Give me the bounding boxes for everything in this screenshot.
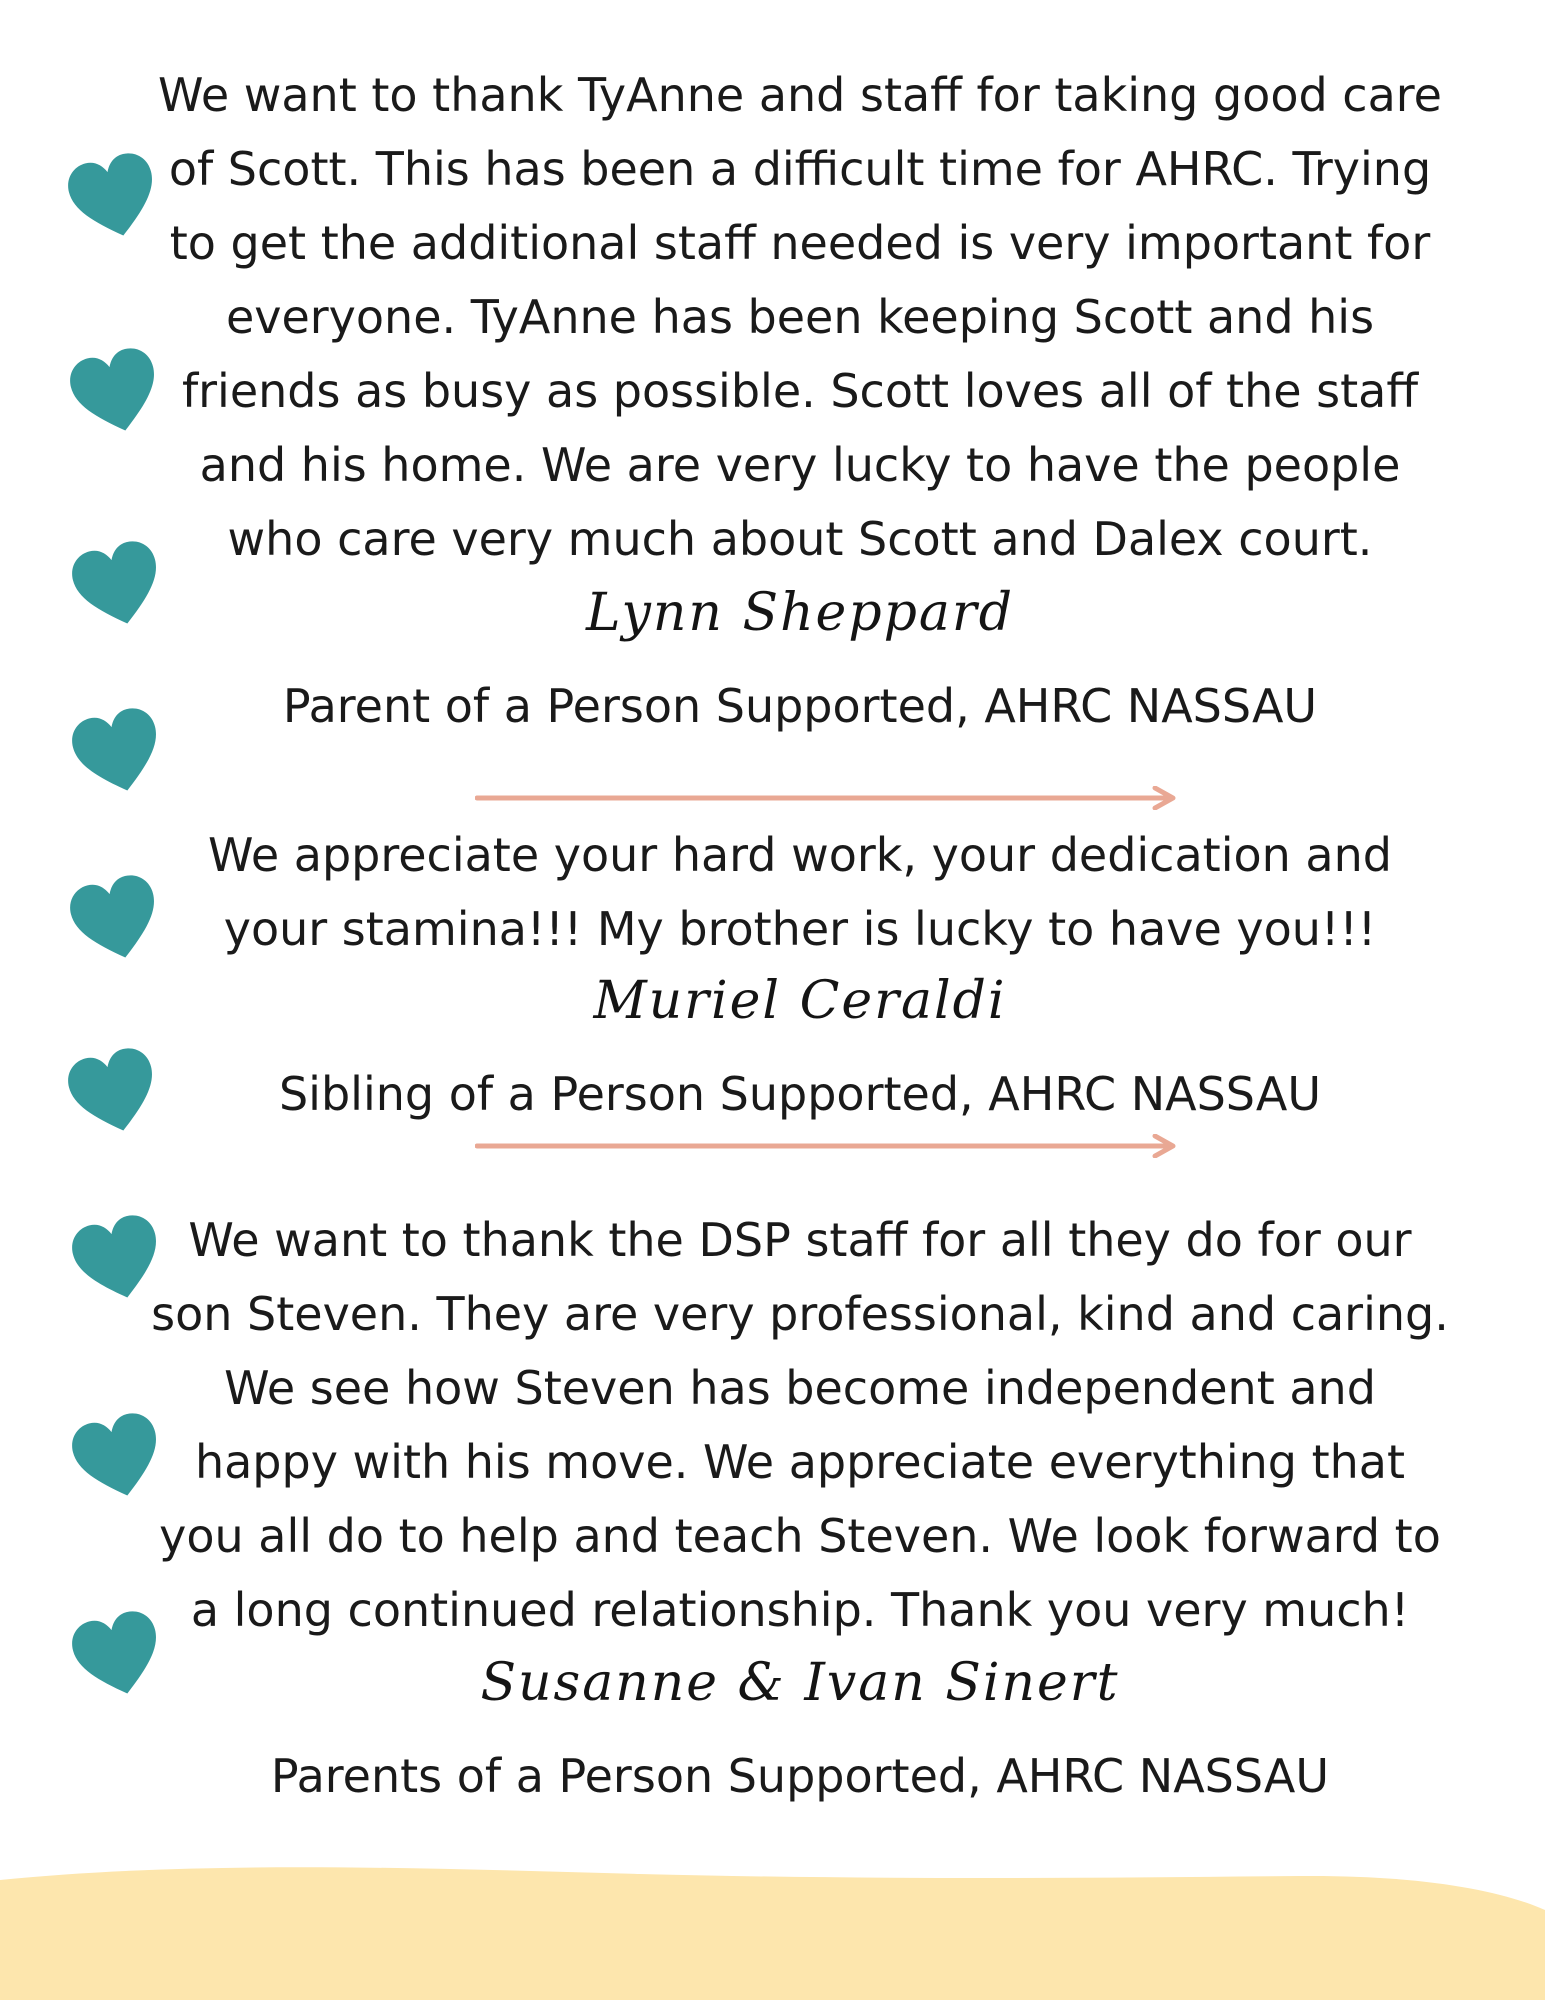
signature: Susanne & Ivan Sinert — [480, 1653, 1120, 1713]
signer-role: Parents of a Person Supported, AHRC NASSAU — [270, 1749, 1330, 1803]
footer-wave — [0, 1860, 1545, 2000]
arrow-right-icon — [475, 786, 1180, 810]
testimonial-message: We want to thank the DSP staff for all they do for our son Steven. They are very professional, kind and caring. We see how Steven has become independent and happy with his move. We appreciate everything that you all do to help and teach Steven. We look forward to a long continued relationship. Thank you very much! — [151, 1213, 1449, 1637]
signature: Muriel Ceraldi — [593, 971, 1007, 1031]
signer-role: Sibling of a Person Supported, AHRC NASSAU — [278, 1067, 1321, 1121]
testimonial-message: We want to thank TyAnne and staff for taking good care of Scott. This has been a difficult time for AHRC. Trying to get the additional staff needed is very important for everyone. TyAnne has been keeping Scott and his friends as busy as possible. Scott loves all of the staff and his home. We are very lucky to have the people who care very much about Scott and Dalex court. — [158, 68, 1442, 566]
arrow-right-icon — [475, 1134, 1180, 1158]
signer-role: Parent of a Person Supported, AHRC NASSAU — [282, 679, 1318, 733]
testimonial-message: We appreciate your hard work, your dedication and your stamina!!! My brother is lucky to have you!!! — [208, 828, 1392, 956]
signature: Lynn Sheppard — [585, 583, 1015, 643]
